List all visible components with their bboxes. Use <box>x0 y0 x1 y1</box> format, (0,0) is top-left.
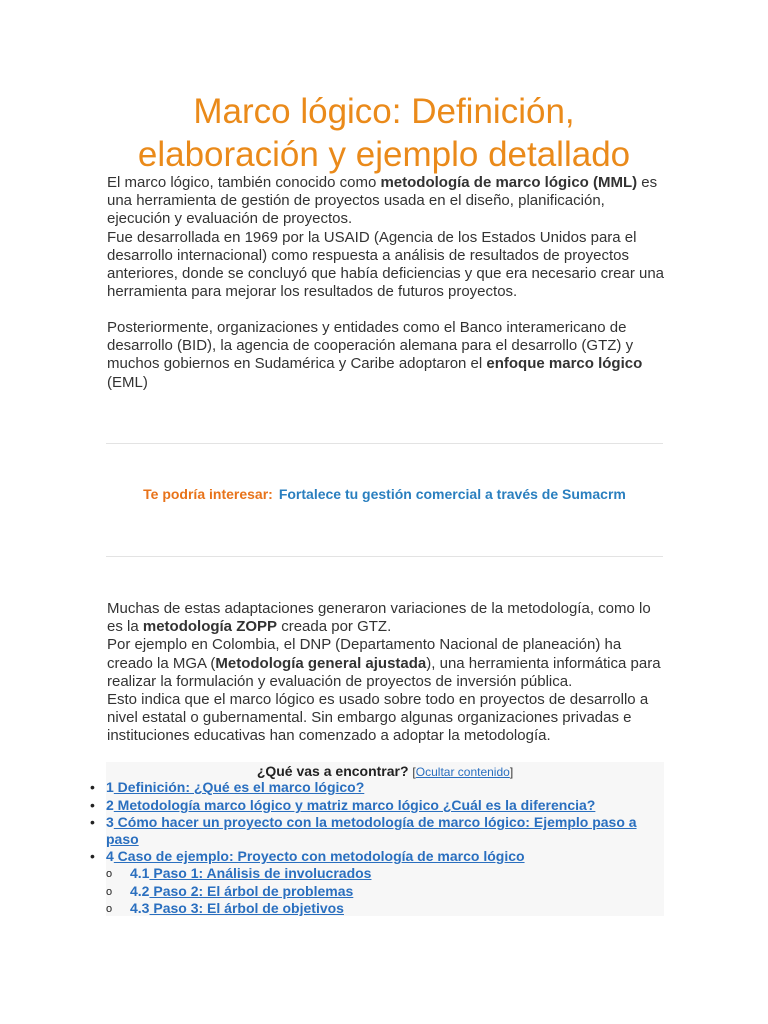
bracket-open: [ <box>412 765 416 779</box>
bold-term: metodología ZOPP <box>142 618 278 636</box>
bold-term: metodología de marco lógico (MML) <box>380 174 638 191</box>
toc-item-number: 4.3 <box>130 900 150 916</box>
toc-item-label: Caso de ejemplo: Proyecto con metodología de marco lógico <box>113 848 525 864</box>
bold-term: Metodología general ajustada <box>215 654 427 672</box>
toc-item-label: Paso 1: Análisis de involucrados <box>149 865 372 881</box>
toc-subitem-4-1[interactable] <box>130 865 371 882</box>
sub-bullet-icon: o <box>106 903 113 915</box>
text-run: Posteriormente, organizaciones y entidades como el Banco interamericano de desarrollo (BID), la agencia de cooperación alemana para el desarrollo (GTZ) y muchos gobiernos en Sudamérica y Caribe adoptaron el <box>107 319 634 373</box>
toc-item-2[interactable] <box>106 797 595 814</box>
toc-item-3[interactable] <box>106 814 666 848</box>
divider-bottom <box>106 556 663 557</box>
toc-item-number: 4 <box>106 848 114 864</box>
toc-item-label: Definición: ¿Qué es el marco lógico? <box>113 779 365 795</box>
text-run: es una herramienta de gestión de proyectos usada en el diseño, planificación, ejecución y evaluación de proyectos. <box>107 174 658 228</box>
toc-item-number: 1 <box>106 779 114 795</box>
bullet-icon: • <box>90 814 95 830</box>
toc-item-number: 3 <box>106 814 114 830</box>
toc-item-number: 2 <box>106 797 114 813</box>
toc-item-label-cont: paso <box>106 831 139 847</box>
toc-item-label: Metodología marco lógico y matriz marco lógico ¿Cuál es la diferencia? <box>113 797 596 813</box>
related-link[interactable]: Fortalece tu gestión comercial a través de Sumacrm <box>278 486 626 502</box>
toc-item-label: Paso 3: El árbol de objetivos <box>149 900 344 916</box>
sub-bullet-icon: o <box>106 868 113 880</box>
toc-subitem-4-2[interactable] <box>130 883 353 900</box>
text-run: creada por GTZ. <box>277 618 392 636</box>
bullet-icon: • <box>90 779 95 795</box>
hide-contents-link[interactable]: Ocultar contenido <box>415 765 510 779</box>
bullet-icon: • <box>90 797 95 813</box>
text-run: Esto indica que el marco lógico es usado sobre todo en proyectos de desarrollo a nivel estatal o gubernamental. Sin embargo algunas organizaciones privadas e instituciones educativas han comenzado a adoptar la metodología. <box>107 691 649 745</box>
variations-paragraph <box>107 600 667 746</box>
toc-item-number: 4.1 <box>130 865 150 881</box>
toc-item-label: Cómo hacer un proyecto con la metodología de marco lógico: Ejemplo paso a <box>113 814 637 830</box>
text-run: (EML) <box>107 373 148 391</box>
toc-subitem-4-3[interactable] <box>130 900 344 917</box>
divider-top <box>106 443 663 444</box>
toc-header <box>106 763 664 779</box>
text-run: Por ejemplo en Colombia, el DNP (Departamento Nacional de planeación) ha creado la MGA ( <box>107 636 622 672</box>
toc-item-1[interactable] <box>106 779 364 796</box>
title-line-1: Marco lógico: Definición, <box>193 92 575 131</box>
text-run: ), una herramienta informática para realizar la formulación y evaluación de proyectos de inversión pública. <box>107 654 661 690</box>
page-title <box>100 90 668 176</box>
text-run: El marco lógico, también conocido como <box>107 174 381 191</box>
related-article-box <box>106 486 663 502</box>
bold-term: enfoque marco lógico <box>486 355 643 373</box>
text-run: Fue desarrollada en 1969 por la USAID (Agencia de los Estados Unidos para el desarrollo internacional) como respuesta a análisis de resultados de proyectos anteriores, donde se concluyó que había deficiencias y que era necesario crear una herramienta para mejorar los resultados de futuros proyectos. <box>107 228 665 301</box>
related-label: Te podría interesar: <box>143 486 273 502</box>
text-run: Muchas de estas adaptaciones generaron variaciones de la metodología, como lo es la <box>107 600 651 636</box>
bullet-icon: • <box>90 848 95 864</box>
toc-item-number: 4.2 <box>130 883 150 899</box>
title-line-2: elaboración y ejemplo detallado <box>137 135 631 174</box>
bracket-close: ] <box>509 765 514 779</box>
intro-paragraph <box>107 174 667 301</box>
toc-item-label: Paso 2: El árbol de problemas <box>149 883 354 899</box>
toc-heading: ¿Qué vas a encontrar? <box>256 763 409 779</box>
sub-bullet-icon: o <box>106 886 113 898</box>
toc-item-4[interactable] <box>106 848 525 865</box>
adoption-paragraph <box>107 319 667 392</box>
